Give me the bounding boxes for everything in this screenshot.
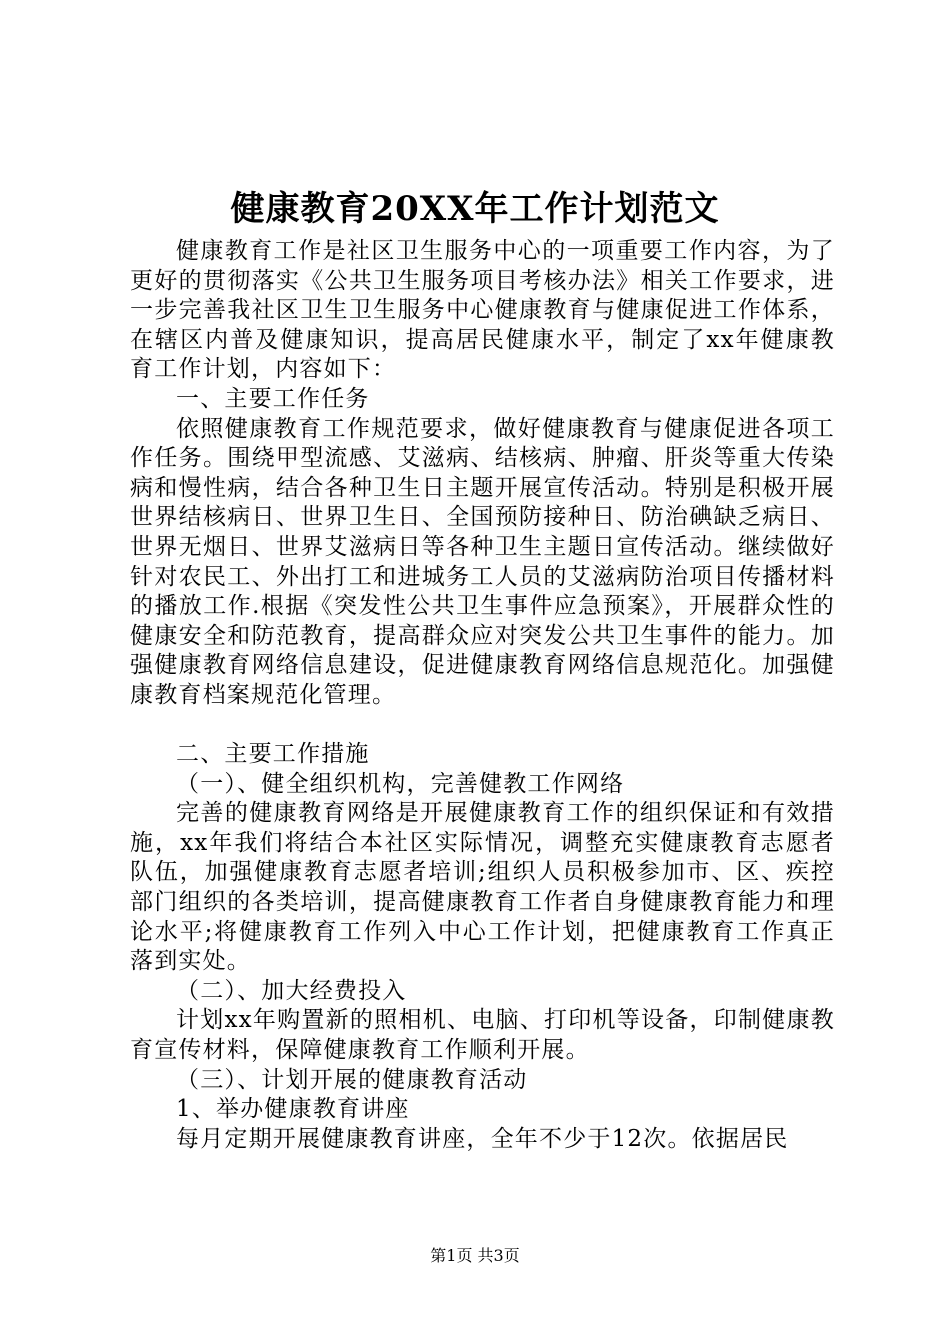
intro-paragraph: 健康教育工作是社区卫生服务中心的一项重要工作内容，为了更好的贯彻落实《公共卫生服务项目考核办法》相关工作要求，进一步完善我社区卫生卫生服务中心健康教育与健康促进工作体系，在辖区内普及健康知识，提高居民健康水平，制定了xx年健康教育工作计划，内容如下： [130, 238, 835, 383]
funding-paragraph: 计划xx年购置新的照相机、电脑、打印机等设备，印制健康教育宣传材料，保障健康教育工作顺利开展。 [130, 1007, 835, 1064]
blank-line [130, 711, 835, 741]
subsection-heading-3: （三）、计划开展的健康教育活动 [176, 1066, 528, 1093]
page-footer: 第1页 共3页 [430, 1246, 520, 1265]
document-title: 健康教育20XX年工作计划范文 [230, 189, 720, 229]
section-heading-2: 二、主要工作措施 [176, 741, 370, 768]
section-heading-1: 一、主要工作任务 [176, 385, 370, 412]
subsection-heading-1: （一）、健全组织机构，完善健教工作网络 [176, 770, 625, 797]
network-paragraph: 完善的健康教育网络是开展健康教育工作的组织保证和有效措施，xx年我们将结合本社区实际情况，调整充实健康教育志愿者队伍，加强健康教育志愿者培训;组织人员积极参加市、区、疾控部门组织的各类培训，提高健康教育工作者自身健康教育能力和理论水平;将健康教育工作列入中心工作计划，把健康教育工作真正落到实处。 [130, 800, 835, 975]
subsection-heading-2: （二）、加大经费投入 [176, 977, 407, 1004]
lecture-paragraph: 每月定期开展健康教育讲座，全年不少于12次。依据居民 [176, 1125, 789, 1152]
document-body [130, 237, 835, 1154]
activity-heading-1: 1、举办健康教育讲座 [176, 1096, 410, 1123]
tasks-paragraph: 依照健康教育工作规范要求，做好健康教育与健康促进各项工作任务。围绕甲型流感、艾滋病、结核病、肿瘤、肝炎等重大传染病和慢性病，结合各种卫生日主题开展宣传活动。特别是积极开展世界结核病日、世界卫生日、全国预防接种日、防治碘缺乏病日、世界无烟日、世界艾滋病日等各种卫生主题日宣传活动。继续做好针对农民工、外出打工和进城务工人员的艾滋病防治项目传播材料的播放工作.根据《突发性公共卫生事件应急预案》，开展群众性的健康安全和防范教育，提高群众应对突发公共卫生事件的能力。加强健康教育网络信息建设，促进健康教育网络信息规范化。加强健康教育档案规范化管理。 [130, 415, 835, 708]
